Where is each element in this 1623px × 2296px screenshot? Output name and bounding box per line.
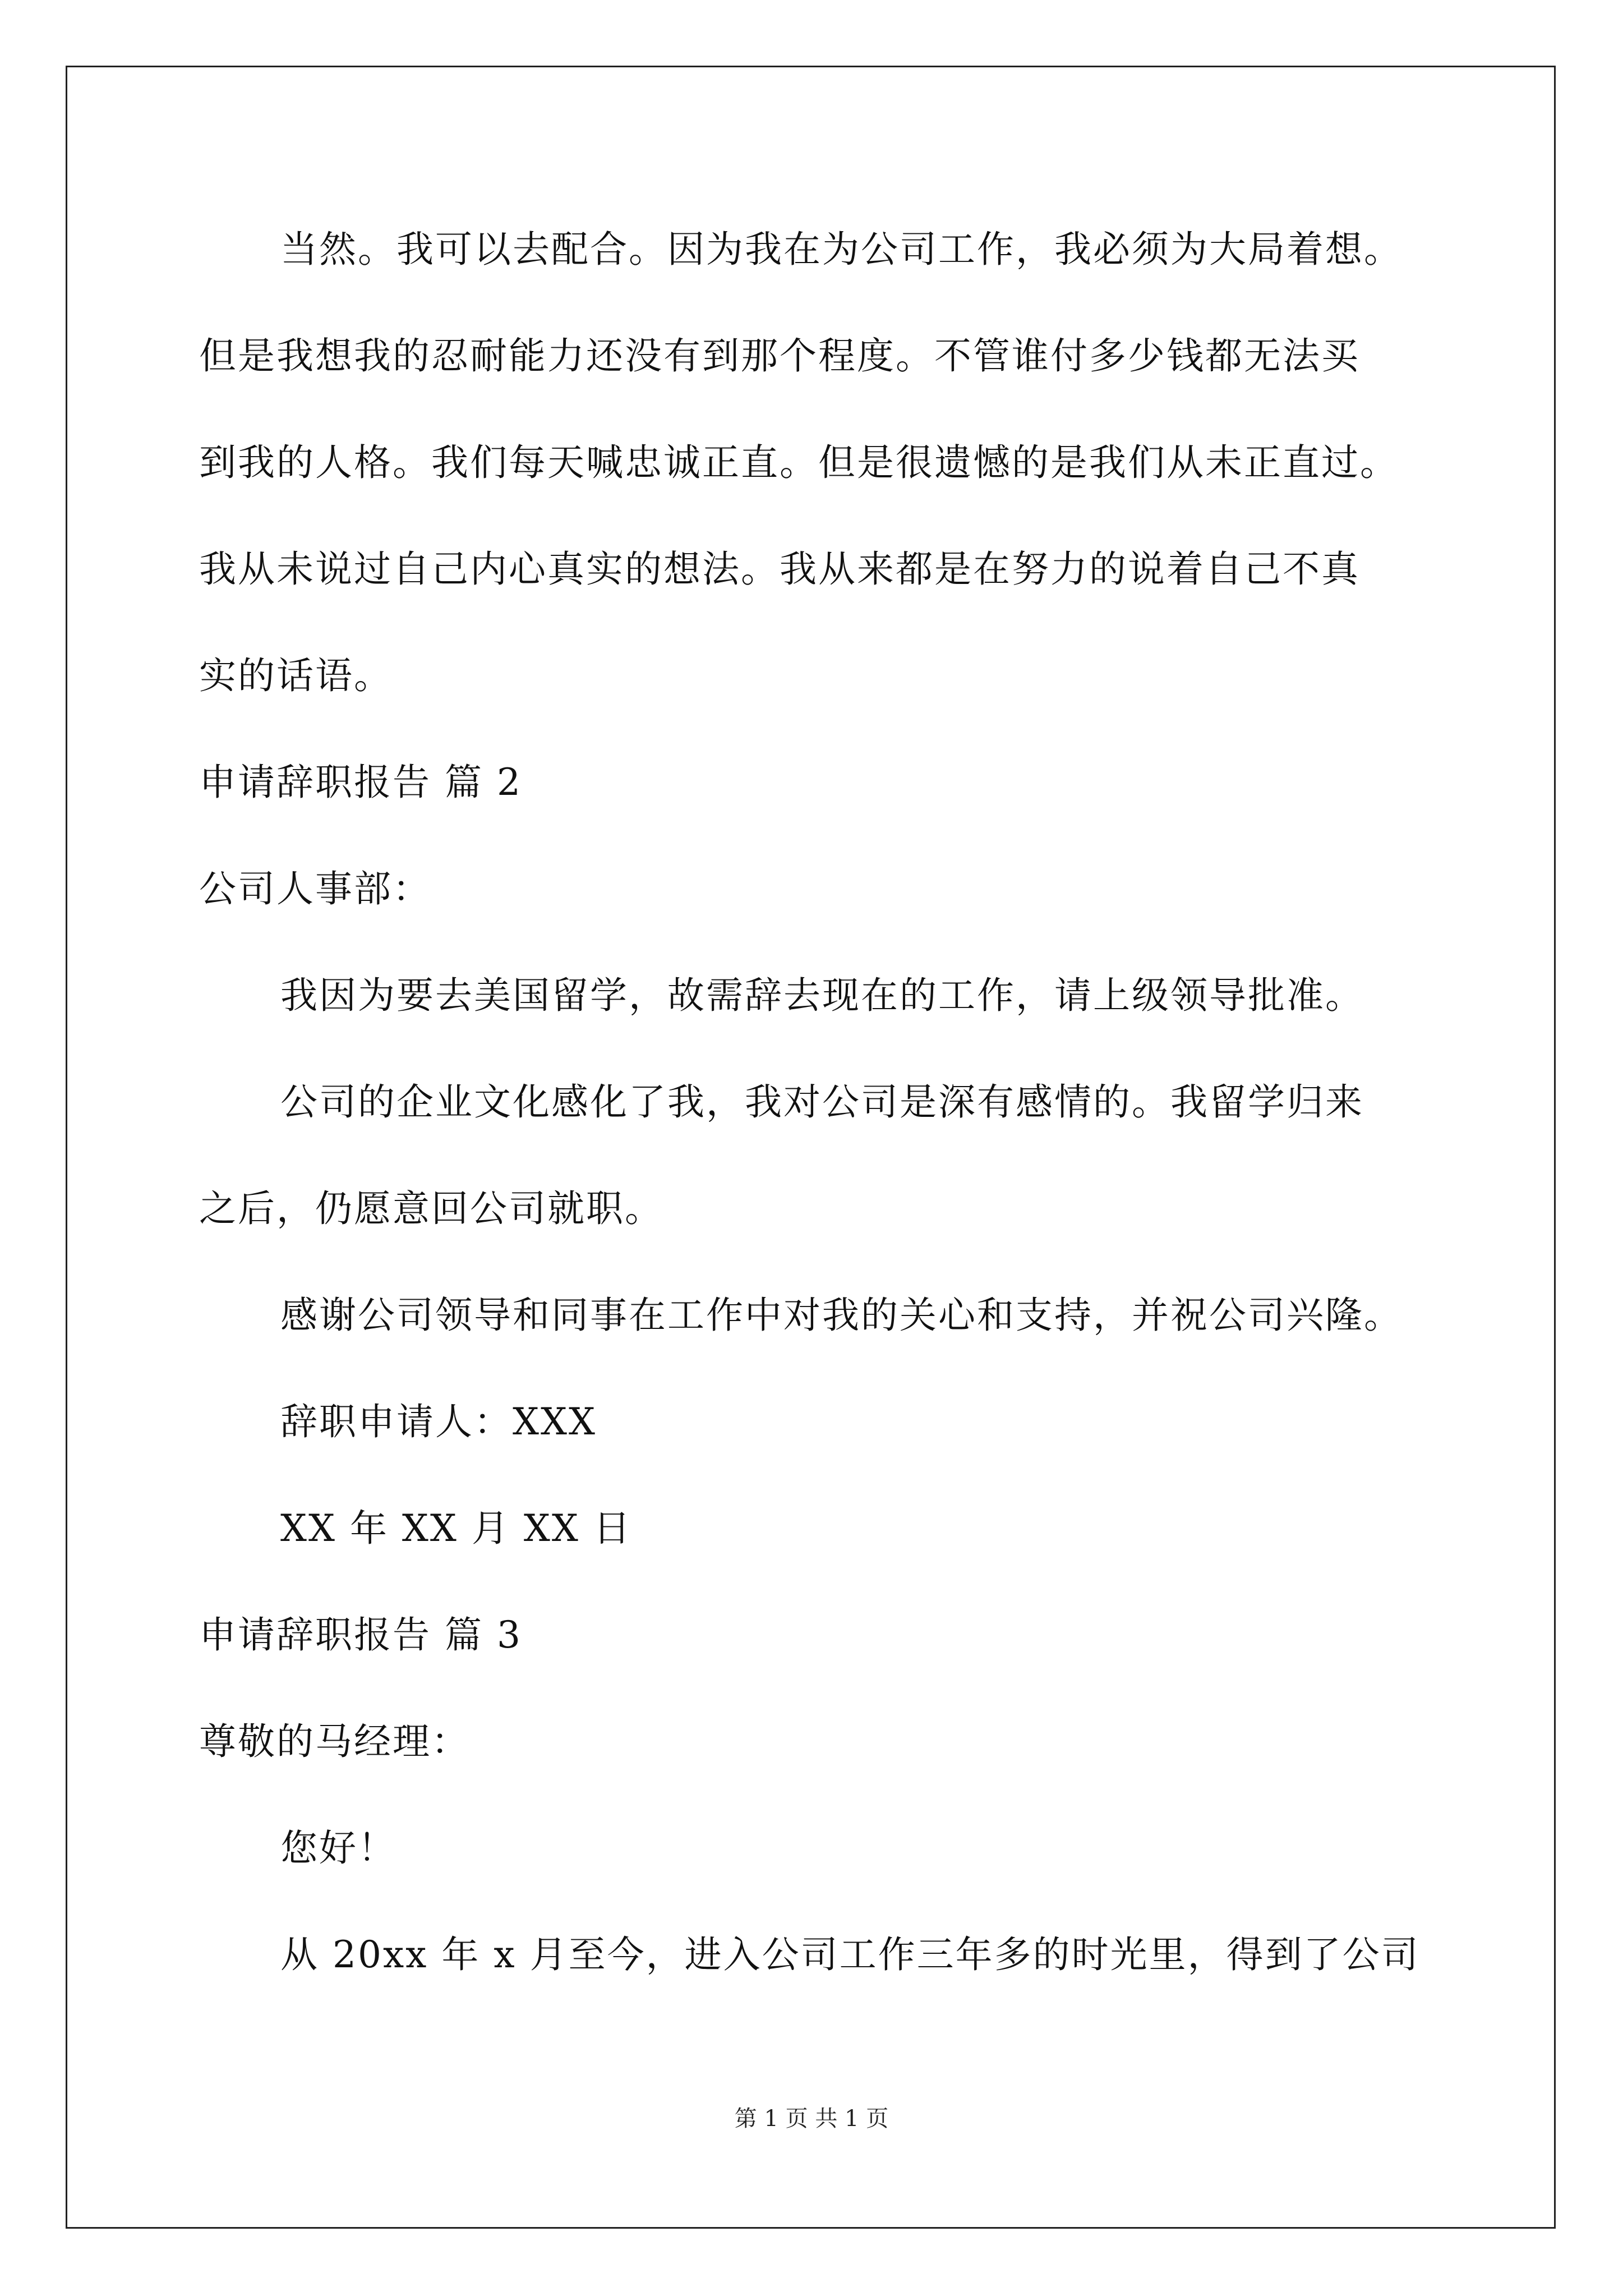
paragraph-line: 感谢公司领导和同事在工作中对我的关心和支持，并祝公司兴隆。: [280, 1294, 1403, 1337]
page-indicator: 第 1 页 共 1 页: [734, 2106, 889, 2132]
section-heading: 申请辞职报告 篇 3: [199, 1613, 522, 1657]
paragraph-line: 公司的企业文化感化了我，我对公司是深有感情的。我留学归来: [280, 1080, 1364, 1124]
paragraph-line: 我因为要去美国留学，故需辞去现在的工作，请上级领导批准。: [280, 974, 1364, 1017]
salutation: 尊敬的马经理：: [199, 1720, 470, 1763]
paragraph-line: 实的话语。: [199, 654, 393, 697]
salutation: 公司人事部：: [199, 867, 431, 910]
section-heading: 申请辞职报告 篇 2: [199, 761, 522, 804]
paragraph-line: 从 20xx 年 x 月至今，进入公司工作三年多的时光里，得到了公司: [280, 1933, 1420, 1976]
greeting-line: 您好！: [280, 1826, 396, 1870]
paragraph-line: 当然。我可以去配合。因为我在为公司工作，我必须为大局着想。: [280, 228, 1403, 271]
page-border: [66, 66, 1556, 2229]
paragraph-line: 之后，仍愿意回公司就职。: [199, 1187, 663, 1230]
paragraph-line: 但是我想我的忍耐能力还没有到那个程度。不管谁付多少钱都无法买: [199, 334, 1360, 378]
date-line: XX 年 XX 月 XX 日: [280, 1507, 632, 1550]
signer-line: 辞职申请人：XXX: [280, 1400, 597, 1443]
page-footer: [0, 2105, 1623, 2133]
paragraph-line: 我从未说过自己内心真实的想法。我从来都是在努力的说着自己不真: [199, 547, 1360, 591]
paragraph-line: 到我的人格。我们每天喊忠诚正直。但是很遗憾的是我们从未正直过。: [199, 441, 1399, 484]
